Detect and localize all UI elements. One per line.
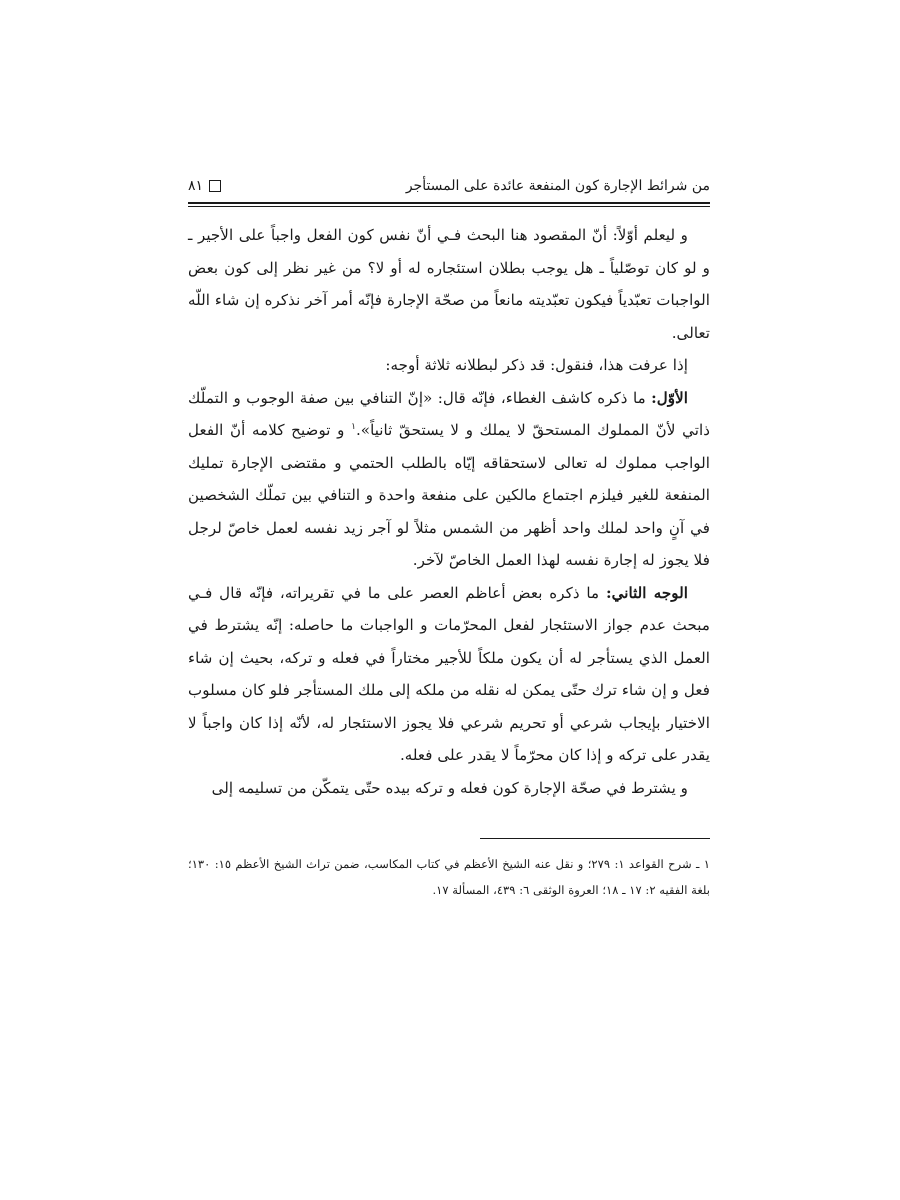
footnotes	[188, 851, 710, 903]
paragraph	[188, 219, 710, 349]
footnote-separator	[480, 838, 710, 839]
page-number-block	[188, 178, 221, 194]
paragraph	[188, 577, 710, 772]
paragraph	[188, 772, 710, 805]
square-icon	[209, 180, 221, 192]
paragraph-text-continued: و توضيح كلامه أنّ الفعل الواجب مملوك له تعالى لاستحقاقه إيّاه بالطلب الحتمي و مقتضى الإجارة تمليك المنفعة للغير فيلزم اجتماع مالكين على منفعة واحدة و التنافي بين تملّك الشخصين في آنٍ واحد لملك واحد أظهر من الشمس مثلاً لو آجر زيد نفسه لعمل خاصّ لرجل فلا يجوز له إجارة نفسه لهذا العمل الخاصّ لآخر.	[188, 421, 710, 569]
paragraph	[188, 349, 710, 382]
paragraph-text: إذا عرفت هذا، فنقول: قد ذكر لبطلانه ثلاثة أوجه:	[385, 356, 688, 374]
footnote: ١ ـ شرح القواعد ١: ٢٧٩؛ و نقل عنه الشيخ الأعظم في كتاب المكاسب، ضمن تراث الشيخ الأعظم ١٥: ١٣٠؛ بلغة الفقيه ٢: ١٧ ـ ١٨؛ العروة الوثقى ٦: ٤٣٩، المسألة ١٧.	[188, 857, 711, 897]
header-rule-thick	[188, 202, 710, 204]
footnote-reference[interactable]: ١	[351, 421, 356, 432]
paragraph-text: ما ذكره كاشف الغطاء، فإنّه قال: «إنّ التنافي بين صفة الوجوب و التملّك ذاتي لأنّ المملوك المستحقّ لا يملك و لا يستحقّ ثانياً».	[188, 388, 710, 439]
section-lead: الوجه الثاني:	[605, 583, 688, 602]
main-text	[188, 219, 710, 804]
paragraph-text: و يشترط في صحّة الإجارة كون فعله و تركه بيده حتّى يتمكّن من تسليمه إلى	[211, 778, 688, 797]
paragraph-text: ما ذكره بعض أعاظم العصر على ما في تقريراته، فإنّه قال فـي مبحث عدم جواز الاستئجار لفعل المحرّمات و الواجبات ما حاصله: إنّه يشترط في العمل الذي يستأجر له أن يكون ملكاً للأجير مختاراً في فعله و تركه، بحيث إن شاء فعل و إن شاء ترك حتّى يمكن له نقله من ملكه إلى ملك المستأجر فلو كان مسلوب الاختيار بإيجاب شرعي أو تحريم شرعي فلا يجوز الاستئجار له، لأنّه إذا كان واجباً لا يقدر على تركه و إذا كان محرّماً لا يقدر على فعله.	[188, 583, 710, 764]
paragraph-text: و ليعلم أوّلاً: أنّ المقصود هنا البحث فـي أنّ نفس كون الفعل واجباً على الأجير ـ و لو كان توصّلياً ـ هل يوجب بطلان استئجاره له أو لا؟ من غير نظر إلى كون بعض الواجبات تعبّدياً فيكون تعبّديته مانعاً من صحّة الإجارة فإنّه أمر آخر نذكره إن شاء اللّه تعالى.	[188, 226, 710, 342]
running-header	[188, 172, 710, 200]
book-page	[188, 172, 710, 1092]
section-lead: الأوّل:	[651, 388, 688, 407]
paragraph	[188, 382, 710, 577]
page-number: ٨١	[188, 178, 204, 194]
running-title: من شرائط الإجارة كون المنفعة عائدة على المستأجر	[405, 178, 710, 194]
header-rule-thin	[188, 206, 710, 207]
